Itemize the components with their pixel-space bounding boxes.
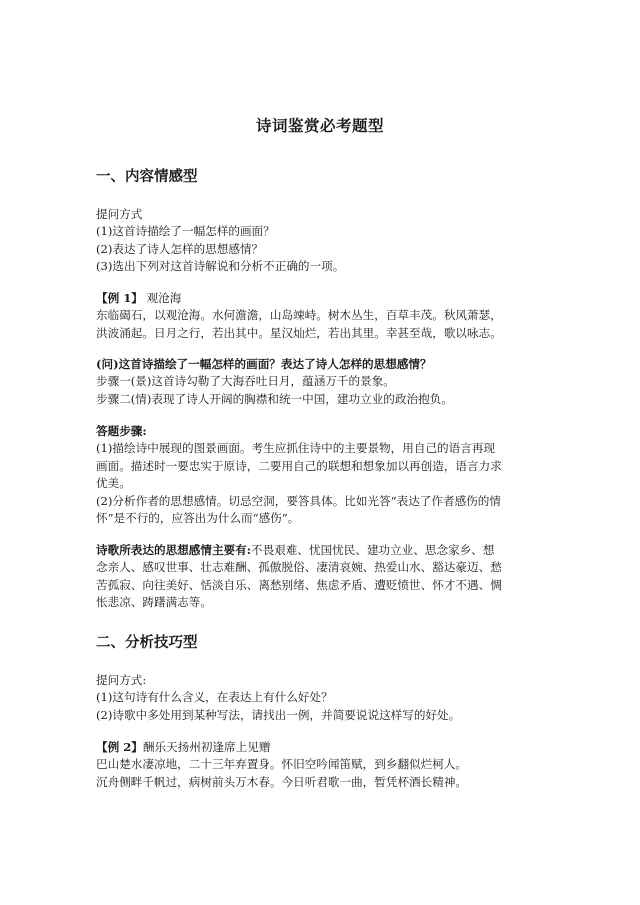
emotions-lead: 诗歌所表达的思想感情主要有: <box>96 543 251 557</box>
example-tag: 【例 2】 <box>96 740 143 754</box>
poem-line: 沉舟侧畔千帆过，病树前头万木春。今日听君歌一曲，暂凭杯酒长精神。 <box>96 774 468 789</box>
section1-ask-block <box>96 206 551 276</box>
example2-block <box>96 739 551 791</box>
example-header <box>96 290 551 307</box>
emotions-line: 念亲人、感叹世事、壮志难酬、孤傲脱俗、凄清哀婉、热爱山水、豁达豪迈、愁 <box>96 560 502 575</box>
example-poem-name: 观沧海 <box>146 291 182 305</box>
answer-line: (2)分析作者的思想感情。切忌空洞，要答具体。比如光答“表达了作者感伤的情 <box>96 493 501 508</box>
ask-line: (2)表达了诗人怎样的思想感情？ <box>96 241 264 256</box>
ask-line: (2)诗歌中多处用到某种写法，请找出一例，并简要说说这样写的好处。 <box>96 707 461 722</box>
example-tag: 【例 1】 <box>96 291 143 305</box>
emotions-block <box>96 542 551 612</box>
question-line: (问)这首诗描绘了一幅怎样的画面？表达了诗人怎样的思想感情？ <box>96 357 432 371</box>
ask-line: (1)这句诗有什么含义，在表达上有什么好处？ <box>96 690 333 705</box>
emotions-text: 不畏艰难、忧国忧民、建功立业、思念家乡、想 <box>251 543 495 557</box>
ask-line: (1)这首诗描绘了一幅怎样的画面？ <box>96 224 275 239</box>
ask-line: (3)选出下列对这首诗解说和分析不正确的一项。 <box>96 259 345 274</box>
section2-ask-block <box>96 672 551 724</box>
answer-steps-block <box>96 423 551 527</box>
answer-label: 答题步骤: <box>96 424 147 438</box>
example-header <box>96 739 551 756</box>
page-title: 诗词鉴赏必考题型 <box>255 117 384 135</box>
ask-label: 提问方式 <box>96 207 143 221</box>
poem-line: 巴山楚水凄凉地，二十三年弃置身。怀旧空吟闻笛赋，到乡翻似烂柯人。 <box>96 757 468 772</box>
ask-label: 提问方式: <box>96 673 147 687</box>
answer-line: 优美。 <box>96 476 131 491</box>
emotions-first-line <box>96 542 551 559</box>
step-line: 步骤一(景)这首诗勾勒了大海吞吐日月，蕴涵万千的景象。 <box>96 374 395 389</box>
answer-line: 画面。描述时一要忠实于原诗，二要用自己的联想和想象加以再创造，语言力求 <box>96 458 502 473</box>
section2-heading: 二、分析技巧型 <box>96 635 198 651</box>
step-line: 步骤二(情)表现了诗人开阔的胸襟和统一中国，建功立业的政治抱负。 <box>96 391 453 406</box>
poem-line: 东临碣石，以观沧海。水何澹澹，山岛竦峙。树木丛生，百草丰茂。秋风萧瑟， <box>96 308 502 323</box>
answer-line: (1)描绘诗中展现的图景画面。考生应抓住诗中的主要景物，用自己的语言再现 <box>96 441 496 456</box>
emotions-line: 怅悲凉、踌躇满志等。 <box>96 595 212 610</box>
question-block <box>96 356 551 408</box>
answer-line: 怀”是不行的，应答出为什么而“感伤”。 <box>96 511 300 526</box>
emotions-line: 苦孤寂、向往美好、恬淡自乐、离愁别绪、焦虑矛盾、遭贬愤世、怀才不遇、惆 <box>96 577 502 592</box>
example1-block <box>96 290 551 342</box>
example-poem-name: 酬乐天扬州初逢席上见赠 <box>142 740 271 754</box>
section1-heading: 一、内容情感型 <box>96 169 198 185</box>
poem-line: 洪波涌起。日月之行，若出其中。星汉灿烂，若出其里。幸甚至哉，歌以咏志。 <box>96 325 502 340</box>
